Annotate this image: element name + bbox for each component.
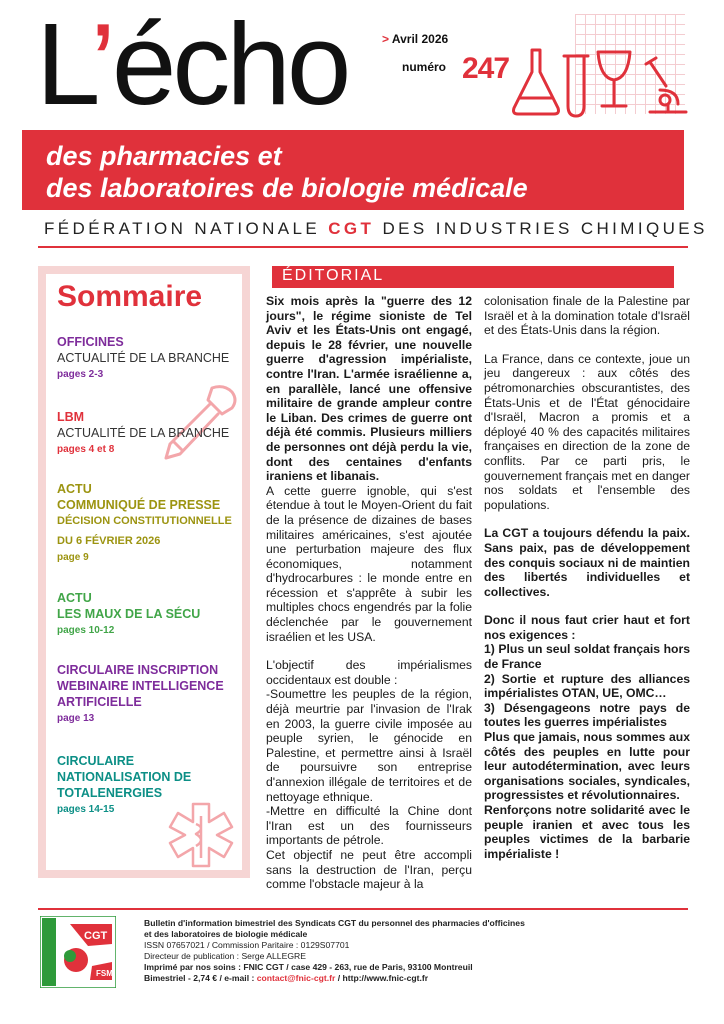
issue-date: > Avril 2026 [382,32,449,46]
editorial-paragraph: Donc il nous faut crier haut et fort nos exigences : [484,613,690,642]
sommaire-entry-officines[interactable] [57,334,229,380]
entry-heading: WEBINAIRE INTELLIGENCE [57,679,224,693]
footer-line: ISSN 07657021 / Commission Paritaire : 0129S07701 [144,940,350,950]
entry-subheading: DU 6 FÉVRIER 2026 [57,535,161,547]
entry-heading: OFFICINES [57,335,124,349]
editorial-paragraph: La France, dans ce contexte, joue un jeu dangereux : aux côtés des pétromonarchies obscurantistes, des États-Unis et de l'État génocidaire d'Israël, Macron a promis et a déployé 40 % des capacités militaires françaises en direction de la zone de conflits. Par ce parti pris, le gouvernement français met en danger nos soldats et l'ensemble des populations. [484,351,690,512]
editorial-paragraph: Six mois après la "guerre des 12 jours", le régime sioniste de Tel Aviv et les États-Unis ont engagé, depuis le 28 février, une nouvelle guerre d'agression impérialiste, contre l'Iran. L'armée israélienne a, en parallèle, lancé une offensive militaire de grande ampleur contre le Liban. Des crimes de guerre ont déjà été commis. Plusieurs milliers de personnes ont déjà perdu la vie, dont des centaines d'enfants iraniens et libanais. [266,294,472,484]
footer-line: Bimestriel - 2,74 € / e-mail : contact@fnic-cgt.fr / http://www.fnic-cgt.fr [144,973,429,983]
entry-pages: pages 14-15 [57,804,115,815]
entry-subheading: ACTUALITÉ DE LA BRANCHE [57,351,230,365]
entry-pages: pages 10-12 [57,625,115,636]
editorial-paragraph: Renforçons notre solidarité avec le peuple iranien et avec tous les peuples victimes de la barbarie impérialiste ! [484,803,690,861]
entry-heading: ARTIFICIELLE [57,695,142,709]
editorial-paragraph: Plus que jamais, nous sommes aux côtés des peuples en lutte pour leur autodétermination, avec leurs organisations sociales, syndicales, progressistes et révolutionnaires. [484,730,690,803]
editorial-paragraph: A cette guerre ignoble, qui s'est étendue à tout le Moyen-Orient du fait de la présence de dizaines de bases militaires américaines, s'est ajoutée une perturbation majeure des flux économiques, notamment d'hydrocarbures : le monde entre en récession et s'apprête à subir les multiples chocs engendrés par la folie déclenchée par le gouvernement israélien et les USA. [266,483,472,644]
editorial-label: ÉDITORIAL [282,267,385,284]
entry-heading: TOTALENERGIES [57,786,163,800]
sommaire-entry-lbm[interactable] [57,409,229,455]
federation-name: FÉDÉRATION NATIONALE CGT DES INDUSTRIES CHIMIQUES [44,219,708,238]
entry-subheading: LES MAUX DE LA SÉCU [57,607,201,621]
editorial-paragraph: colonisation finale de la Palestine par Israël et à la domination totale d'Israël et des États-Unis dans la région. [484,294,690,338]
header-divider [38,246,688,248]
entry-heading: NATIONALISATION DE [57,770,192,784]
entry-heading: CIRCULAIRE INSCRIPTION [57,663,219,677]
logo-fsm-text: FSM [96,969,113,978]
editorial-paragraph: L'objectif des impérialismes occidentaux est double : [266,658,472,687]
entry-heading: CIRCULAIRE [57,754,135,768]
entry-subheading: ACTUALITÉ DE LA BRANCHE [57,426,230,440]
footer-line: et des laboratoires de biologie médicale [144,929,308,939]
footer-line: Bulletin d'information bimestriel des Syndicats CGT du personnel des pharmacies d'officines [144,918,525,928]
issue-number: 247 [462,52,510,85]
editorial-paragraph: Cet objectif ne peut être accompli sans la destruction de l'Iran, perçu comme l'obstacle majeur à la [266,847,472,892]
entry-pages: page 9 [57,552,89,563]
sommaire-entry-actu-secu[interactable] [57,590,200,636]
editorial-list-item: 3) Désengageons notre pays de toutes les guerres impérialistes [484,700,690,730]
fnic-cgt-fsm-logo [40,916,116,988]
editorial-column-2 [484,294,690,861]
sommaire-entry-totalenergies[interactable] [57,753,191,815]
entry-pages: pages 2-3 [57,369,104,380]
entry-subheading: DÉCISION CONSTITUTIONNELLE [57,515,232,527]
footer-info [144,918,664,984]
lab-glassware-icon [510,42,690,122]
editorial-paragraph: -Mettre en difficulté la Chine dont l'Iran est un des fournisseurs importants de pétrole. [266,804,472,848]
entry-heading: ACTU [57,482,92,496]
sommaire-entry-actu-communique[interactable] [57,481,232,563]
editorial-column-1 [266,294,472,892]
footer-email-link[interactable]: contact@fnic-cgt.fr [256,973,336,983]
editorial-list-item: 2) Sortie et rupture des alliances impérialistes OTAN, UE, OMC… [484,671,690,701]
masthead-title: L’écho [36,0,348,129]
editorial-list-item: 1) Plus un seul soldat français hors de France [484,642,690,672]
entry-subheading: COMMUNIQUÉ DE PRESSE [57,498,221,512]
publication-subtitle: des pharmacies et des laboratoires de biologie médicale [46,141,528,203]
footer-divider [38,908,688,910]
logo-cgt-text: CGT [84,930,108,942]
sommaire-entry-webinaire[interactable] [57,662,224,724]
entry-pages: pages 4 et 8 [57,444,115,455]
footer-line: Directeur de publication : Serge ALLEGRE [144,951,306,961]
sommaire-title: Sommaire [57,280,203,313]
entry-pages: page 13 [57,713,95,724]
editorial-paragraph: -Soumettre les peuples de la région, déjà meurtrie par l'invasion de l'Irak en 2003, la guerre civile imposée au peuple syrien, le génocide en Palestine, et permettre ainsi à Israël de poursuivre son entreprise d'annexion illégale de territoires et de nettoyage ethnique. [266,687,472,804]
issue-number-label: numéro [402,60,447,74]
footer-line: Imprimé par nos soins : FNIC CGT / case 429 - 263, rue de Paris, 93100 Montreuil [144,962,473,972]
entry-heading: ACTU [57,591,92,605]
entry-heading: LBM [57,410,85,424]
editorial-paragraph: La CGT a toujours défendu la paix. Sans paix, pas de développement des conquis sociaux ni de maintien des libertés individuelles et collectives. [484,526,690,599]
